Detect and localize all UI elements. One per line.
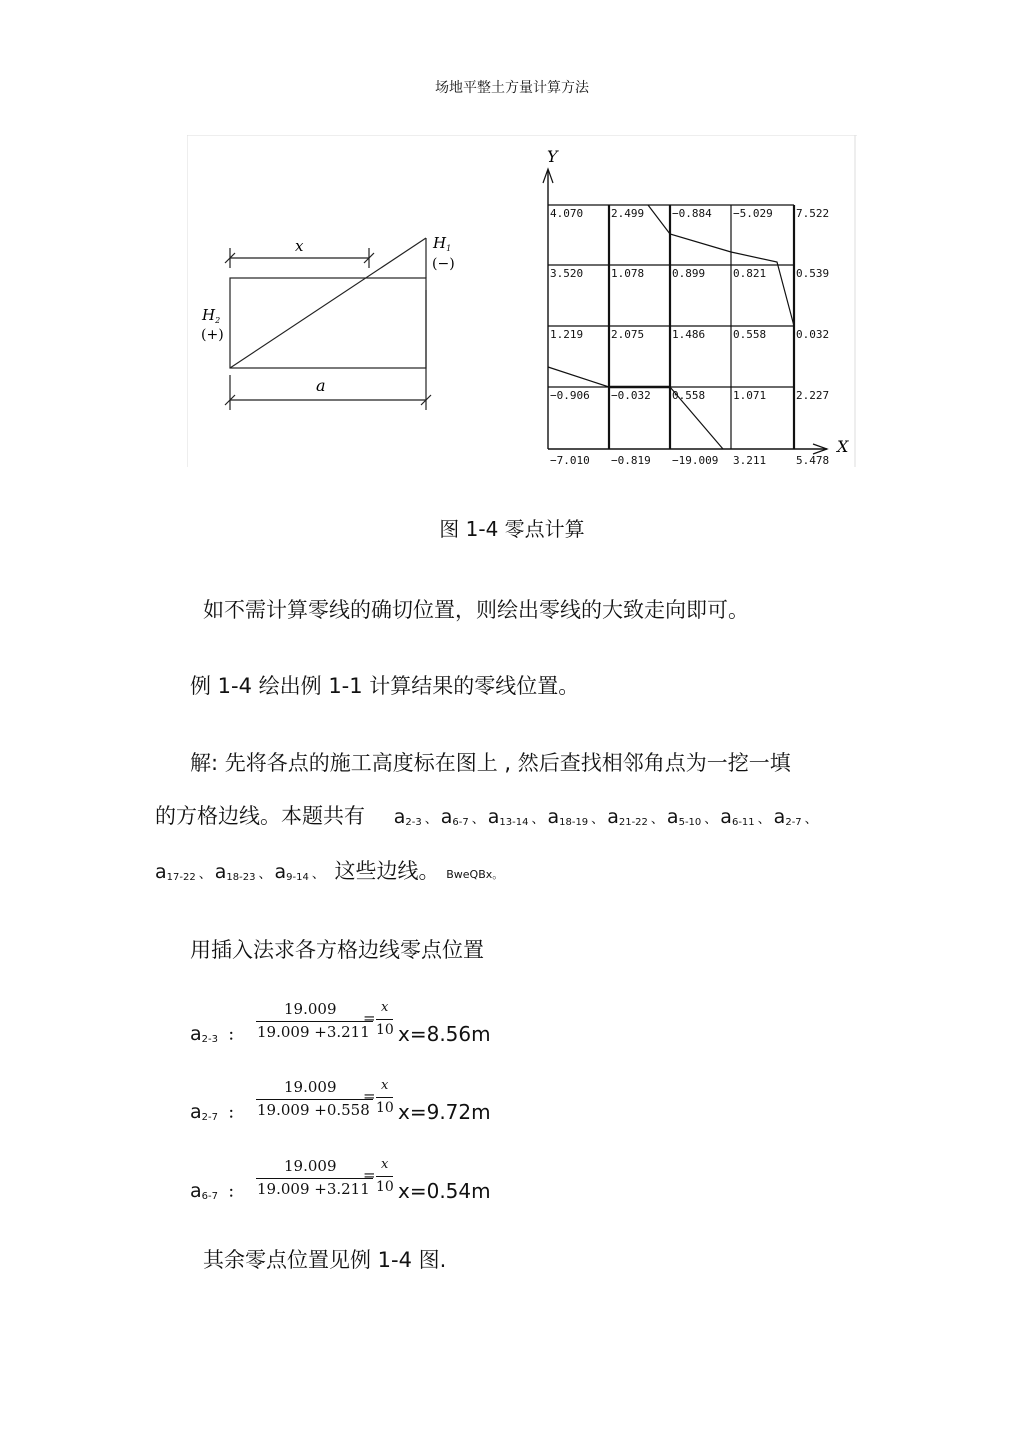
edge-subscript: 2-7 — [785, 817, 802, 828]
paragraph-interpolation: 用插入法求各方格边线零点位置 — [190, 938, 484, 962]
ratio-numerator: x — [381, 1000, 389, 1015]
separator: 、 — [591, 812, 605, 827]
equation-row — [190, 1075, 590, 1135]
edge-label — [720, 804, 754, 828]
fraction-bar — [256, 1099, 373, 1100]
edge-subscript: 18-23 — [226, 872, 256, 883]
ratio-denominator: 10 — [376, 1179, 394, 1195]
edge-label — [488, 804, 529, 828]
grid-value: 1.486 — [672, 328, 706, 341]
h1-sign: (−) — [432, 256, 455, 272]
edge-subscript: 5-10 — [678, 817, 702, 828]
grid-value: 0.539 — [796, 267, 830, 280]
grid-value: 1.078 — [611, 267, 645, 280]
edge-list-line3 — [155, 859, 328, 883]
edge-subscript: 9-14 — [286, 872, 309, 883]
separator: 、 — [471, 812, 485, 827]
equation-label — [190, 1101, 242, 1123]
ratio-numerator: x — [381, 1157, 389, 1172]
grid-value: 4.070 — [550, 207, 584, 220]
edge-list-line2 — [394, 804, 821, 828]
grid-value: 1.219 — [550, 328, 584, 341]
paragraph-example: 例 1-4 绘出例 1-1 计算结果的零线位置。 — [190, 674, 580, 698]
edge-subscript: 17-22 — [166, 872, 196, 883]
edge-symbol: a — [720, 806, 732, 828]
edge-label — [215, 859, 256, 883]
equation-result: x=0.54m — [398, 1179, 491, 1203]
figure-caption: 图 1-4 零点计算 — [439, 517, 585, 541]
paragraph-1: 如不需计算零线的确切位置，则绘出零线的大致走向即可。 — [203, 598, 749, 622]
edge-subscript: 6-7 — [201, 1191, 218, 1202]
h2-label: $H_2$ — [202, 306, 221, 325]
separator: 、 — [531, 812, 545, 827]
edge-subscript: 13-14 — [499, 817, 529, 828]
edge-symbol: a — [155, 861, 167, 883]
paragraph-solution-line1: 解: 先将各点的施工高度标在图上 , 然后查找相邻角点为一挖一填 — [190, 751, 791, 775]
equation-label — [190, 1023, 242, 1045]
equation-result: x=9.72m — [398, 1100, 491, 1124]
edge-symbol: a — [393, 806, 406, 828]
edge-subscript: 2-3 — [201, 1034, 218, 1045]
grid-value: 2.227 — [796, 389, 830, 402]
fraction-denominator: 19.009 +3.211 — [257, 1023, 370, 1041]
grid-value: −0.032 — [611, 389, 651, 402]
separator: 、 — [650, 812, 664, 827]
fraction-denominator: 19.009 +3.211 — [257, 1180, 370, 1198]
a-label: a — [316, 376, 326, 395]
separator: 、 — [804, 812, 818, 827]
edge-symbol: a — [607, 806, 619, 828]
edge-symbol: a — [190, 1180, 202, 1202]
paragraph-remaining: 其余零点位置见例 1-4 图. — [203, 1248, 447, 1272]
edge-subscript: 6-11 — [731, 817, 755, 828]
paragraph-solution-line3 — [155, 855, 503, 885]
fraction-numerator: 19.009 — [284, 1000, 337, 1018]
line3-suffix: 这些边线。 — [334, 859, 440, 883]
grid-value: −7.010 — [550, 454, 590, 467]
h2-sign: (+) — [201, 327, 224, 343]
equation-colon: ： — [228, 1106, 242, 1122]
ratio-bar — [376, 1019, 393, 1020]
fraction-numerator: 19.009 — [284, 1157, 337, 1175]
separator: 、 — [757, 812, 771, 827]
equals-sign: = — [363, 1166, 376, 1184]
edge-subscript: 18-19 — [559, 817, 589, 828]
line3-tag: BweQBx。 — [446, 868, 504, 881]
edge-subscript: 2-7 — [201, 1112, 218, 1123]
edge-symbol: a — [773, 806, 786, 828]
edge-subscript: 6-7 — [452, 817, 469, 828]
line2-prefix: 的方格边线。本题共有 — [155, 804, 365, 828]
separator: 、 — [704, 812, 718, 827]
edge-symbol: a — [190, 1023, 202, 1045]
interpolation-diagram — [225, 238, 431, 410]
edge-label — [774, 804, 802, 828]
edge-label — [394, 804, 422, 828]
fraction-numerator: 19.009 — [284, 1078, 337, 1096]
grid-value: −0.884 — [672, 207, 712, 220]
grid-value: −0.819 — [611, 454, 651, 467]
ratio-numerator: x — [381, 1078, 389, 1093]
zero-point-figure — [187, 135, 857, 467]
edge-label — [155, 859, 196, 883]
equals-sign: = — [363, 1009, 376, 1027]
edge-subscript: 21-22 — [618, 817, 648, 828]
grid-value: 2.075 — [611, 328, 645, 341]
fraction-bar — [256, 1178, 373, 1179]
separator: 、 — [311, 867, 325, 882]
axis-x-label: X — [837, 437, 849, 456]
edge-subscript: 2-3 — [405, 817, 422, 828]
grid-value: 0.558 — [672, 389, 706, 402]
edge-symbol: a — [274, 861, 287, 883]
grid-value: 3.520 — [550, 267, 584, 280]
equation-result: x=8.56m — [398, 1022, 491, 1046]
h1-label: $H_1$ — [433, 234, 452, 253]
edge-label — [667, 804, 701, 828]
separator: 、 — [258, 867, 272, 882]
grid-value: 0.899 — [672, 267, 706, 280]
edge-symbol: a — [440, 806, 453, 828]
separator: 、 — [424, 812, 438, 827]
grid-value: 7.522 — [796, 207, 830, 220]
ratio-denominator: 10 — [376, 1100, 394, 1116]
grid-value: −5.029 — [733, 207, 773, 220]
equals-sign: = — [363, 1087, 376, 1105]
grid-value: 0.032 — [796, 328, 830, 341]
edge-symbol: a — [547, 806, 560, 828]
equation-colon: ： — [228, 1185, 242, 1201]
x-label: x — [295, 237, 304, 255]
equation-row — [190, 997, 590, 1057]
edge-label — [607, 804, 648, 828]
page-header: 场地平整土方量计算方法 — [435, 80, 589, 96]
grid-value: 3.211 — [733, 454, 767, 467]
grid-value: 5.478 — [796, 454, 830, 467]
edge-symbol: a — [214, 861, 227, 883]
ratio-bar — [376, 1176, 393, 1177]
ratio-bar — [376, 1097, 393, 1098]
edge-label — [274, 859, 308, 883]
fraction-bar — [256, 1021, 373, 1022]
edge-label — [441, 804, 469, 828]
edge-symbol: a — [666, 806, 679, 828]
grid-value: 2.499 — [611, 207, 645, 220]
equation-colon: ： — [228, 1028, 242, 1044]
edge-symbol: a — [487, 806, 500, 828]
equation-row — [190, 1154, 590, 1214]
paragraph-solution-line2 — [155, 800, 821, 830]
grid-value: 1.071 — [733, 389, 767, 402]
grid-value: −0.906 — [550, 389, 590, 402]
fraction-denominator: 19.009 +0.558 — [257, 1101, 370, 1119]
axis-y-label: Y — [547, 147, 558, 166]
grid-value: 0.558 — [733, 328, 767, 341]
equation-label — [190, 1180, 242, 1202]
grid-value: −19.009 — [672, 454, 719, 467]
separator: 、 — [198, 867, 212, 882]
edge-symbol: a — [190, 1101, 202, 1123]
ratio-denominator: 10 — [376, 1022, 394, 1038]
grid-value: 0.821 — [733, 267, 767, 280]
edge-label — [547, 804, 588, 828]
